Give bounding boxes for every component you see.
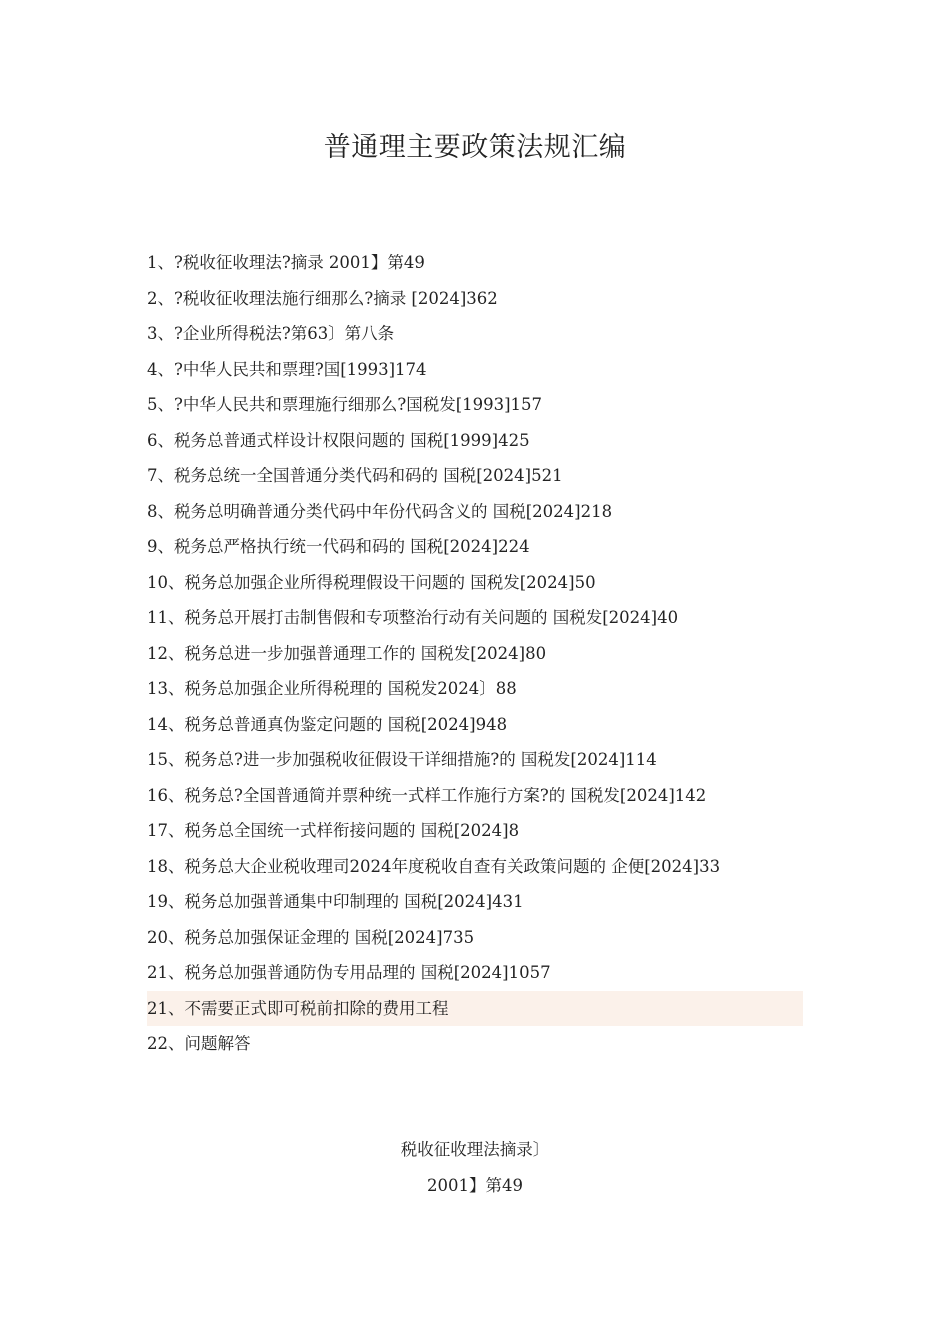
toc-item: 2、?税收征收理法施行细那么?摘录 [2024]362 bbox=[147, 288, 498, 308]
toc-item: 21、税务总加强普通防伪专用品理的 国税[2024]1057 bbox=[147, 963, 551, 982]
toc-item: 16、税务总?全国普通简并票种统一式样工作施行方案?的 国税发[2024]142 bbox=[147, 785, 707, 805]
toc-item: 4、?中华人民共和票理?国[1993]174 bbox=[147, 359, 427, 379]
toc-item: 6、税务总普通式样设计权限问题的 国税[1999]425 bbox=[147, 430, 530, 450]
toc-item: 22、问题解答 bbox=[147, 1034, 251, 1053]
toc-item: 19、税务总加强普通集中印制理的 国税[2024]431 bbox=[147, 892, 524, 911]
toc-item: 15、税务总?进一步加强税收征假设干详细措施?的 国税发[2024]114 bbox=[147, 750, 657, 769]
toc-item: 7、税务总统一全国普通分类代码和码的 国税[2024]521 bbox=[147, 466, 563, 485]
toc-item: 10、税务总加强企业所得税理假设干问题的 国税发[2024]50 bbox=[147, 572, 596, 592]
toc-item: 14、税务总普通真伪鉴定问题的 国税[2024]948 bbox=[147, 714, 508, 734]
document-title: 普通理主要政策法规汇编 bbox=[323, 132, 627, 163]
toc-item: 9、税务总严格执行统一代码和码的 国税[2024]224 bbox=[147, 537, 530, 556]
toc-item: 18、税务总大企业税收理司2024年度税收自查有关政策问题的 企便[2024]33 bbox=[147, 856, 721, 876]
toc-item: 17、税务总全国统一式样衔接问题的 国税[2024]8 bbox=[147, 821, 520, 840]
table-of-contents bbox=[147, 245, 803, 1062]
section-heading: 税收征收理法摘录〕 bbox=[400, 1140, 550, 1159]
toc-item: 1、?税收征收理法?摘录 2001】第49 bbox=[147, 253, 425, 272]
toc-item: 13、税务总加强企业所得税理的 国税发2024〕88 bbox=[147, 679, 517, 698]
section-subheading: 2001】第49 bbox=[427, 1176, 523, 1195]
toc-item: 5、?中华人民共和票理施行细那么?国税发[1993]157 bbox=[147, 395, 543, 414]
toc-item-highlighted: 21、不需要正式即可税前扣除的费用工程 bbox=[147, 991, 803, 1027]
toc-item: 20、税务总加强保证金理的 国税[2024]735 bbox=[147, 927, 475, 947]
toc-item: 11、税务总开展打击制售假和专项整治行动有关问题的 国税发[2024]40 bbox=[147, 608, 679, 627]
toc-item: 8、税务总明确普通分类代码中年份代码含义的 国税[2024]218 bbox=[147, 501, 613, 521]
toc-item: 12、税务总进一步加强普通理工作的 国税发[2024]80 bbox=[147, 643, 547, 663]
toc-item: 3、?企业所得税法?第63〕第八条 bbox=[147, 324, 395, 343]
